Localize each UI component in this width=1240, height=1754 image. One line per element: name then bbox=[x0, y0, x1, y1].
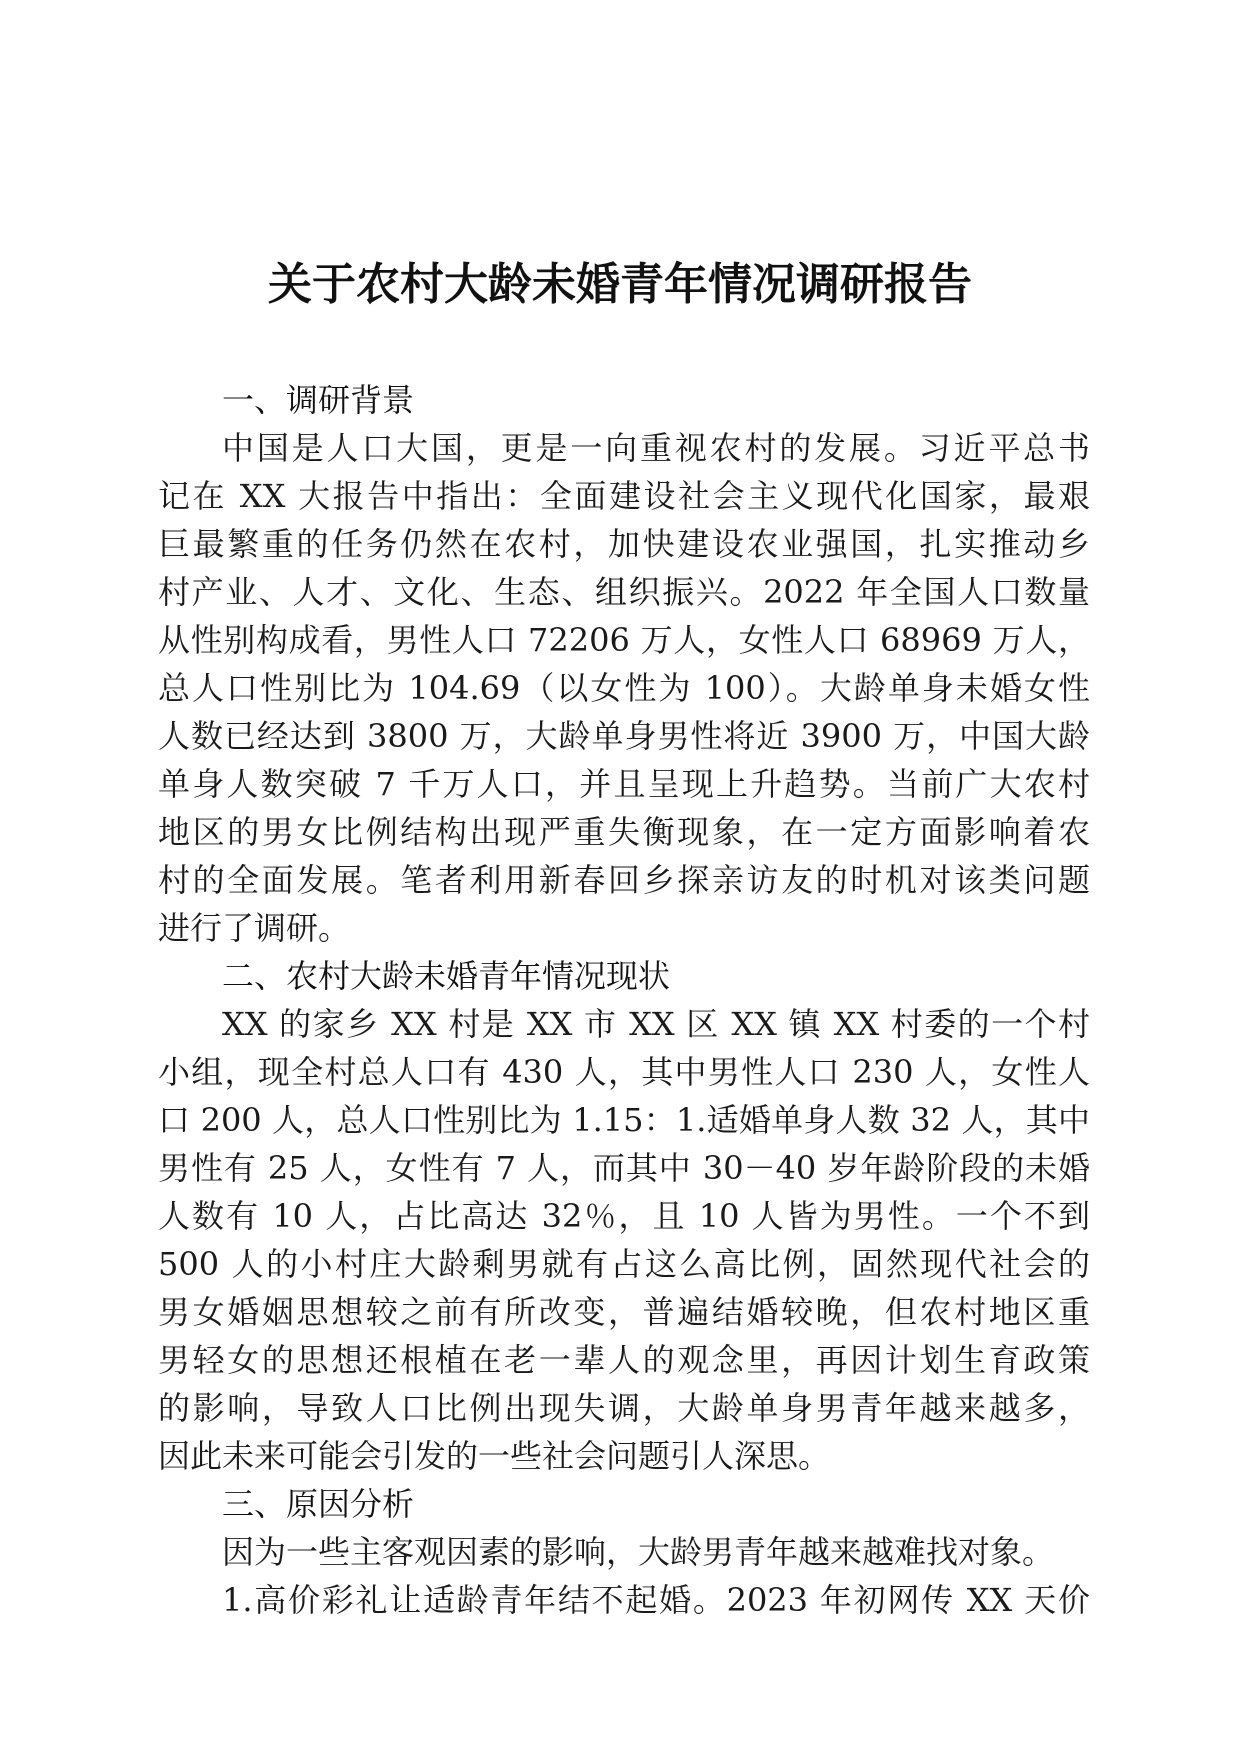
text-line: 男轻女的思想还根植在老一辈人的观念里，再因计划生育政策 bbox=[158, 1341, 1090, 1379]
text-line: 单身人数突破 7 千万人口，并且呈现上升趋势。当前广大农村 bbox=[158, 765, 1090, 803]
section-heading-background: 一、调研背景 bbox=[222, 381, 415, 419]
text-line: 500 人的小村庄大龄剩男就有占这么高比例，固然现代社会的 bbox=[158, 1245, 1090, 1283]
text-line: 进行了调研。 bbox=[158, 909, 351, 947]
text-line: 男女婚姻思想较之前有所改变，普遍结婚较晚，但农村地区重 bbox=[158, 1293, 1090, 1331]
text-line: 因此未来可能会引发的一些社会问题引人深思。 bbox=[158, 1437, 831, 1475]
text-line: 的影响，导致人口比例出现失调，大龄单身男青年越来越多， bbox=[158, 1389, 1090, 1427]
text-line: 中国是人口大国，更是一向重视农村的发展。习近平总书 bbox=[222, 429, 1090, 467]
paragraph-status bbox=[158, 1000, 1090, 1480]
text-line: XX 的家乡 XX 村是 XX 市 XX 区 XX 镇 XX 村委的一个村 bbox=[222, 1005, 1090, 1043]
text-line: 从性别构成看，男性人口 72206 万人，女性人口 68969 万人， bbox=[158, 621, 1090, 659]
paragraph-causes-intro bbox=[158, 1528, 1090, 1576]
document-title: 关于农村大龄未婚青年情况调研报告 bbox=[268, 259, 972, 310]
section-heading-status: 二、农村大龄未婚青年情况现状 bbox=[222, 957, 671, 995]
text-line: 口 200 人，总人口性别比为 1.15：1.适婚单身人数 32 人，其中 bbox=[158, 1101, 1090, 1139]
section-heading-causes: 三、原因分析 bbox=[222, 1485, 415, 1523]
text-line: 男性有 25 人，女性有 7 人，而其中 30－40 岁年龄阶段的未婚 bbox=[158, 1149, 1090, 1187]
text-line: 小组，现全村总人口有 430 人，其中男性人口 230 人，女性人 bbox=[158, 1053, 1090, 1091]
text-line: 人数已经达到 3800 万，大龄单身男性将近 3900 万，中国大龄 bbox=[158, 717, 1090, 755]
text-line: 总人口性别比为 104.69（以女性为 100）。大龄单身未婚女性 bbox=[158, 669, 1090, 707]
document-body bbox=[158, 376, 1090, 1624]
text-line: 村的全面发展。笔者利用新春回乡探亲访友的时机对该类问题 bbox=[158, 861, 1090, 899]
text-line: 村产业、人才、文化、生态、组织振兴。2022 年全国人口数量 bbox=[158, 573, 1090, 611]
paragraph-causes-bride-price bbox=[158, 1576, 1090, 1624]
text-line: 巨最繁重的任务仍然在农村，加快建设农业强国，扎实推动乡 bbox=[158, 525, 1090, 563]
text-line: 因为一些主客观因素的影响，大龄男青年越来越难找对象。 bbox=[222, 1533, 1055, 1571]
paragraph-background bbox=[158, 424, 1090, 952]
text-line: 1.高价彩礼让适龄青年结不起婚。2023 年初网传 XX 天价 bbox=[222, 1581, 1090, 1619]
text-line: 人数有 10 人，占比高达 32％，且 10 人皆为男性。一个不到 bbox=[158, 1197, 1090, 1235]
text-line: 记在 XX 大报告中指出：全面建设社会主义现代化国家，最艰 bbox=[158, 477, 1090, 515]
text-line: 地区的男女比例结构出现严重失衡现象，在一定方面影响着农 bbox=[158, 813, 1090, 851]
